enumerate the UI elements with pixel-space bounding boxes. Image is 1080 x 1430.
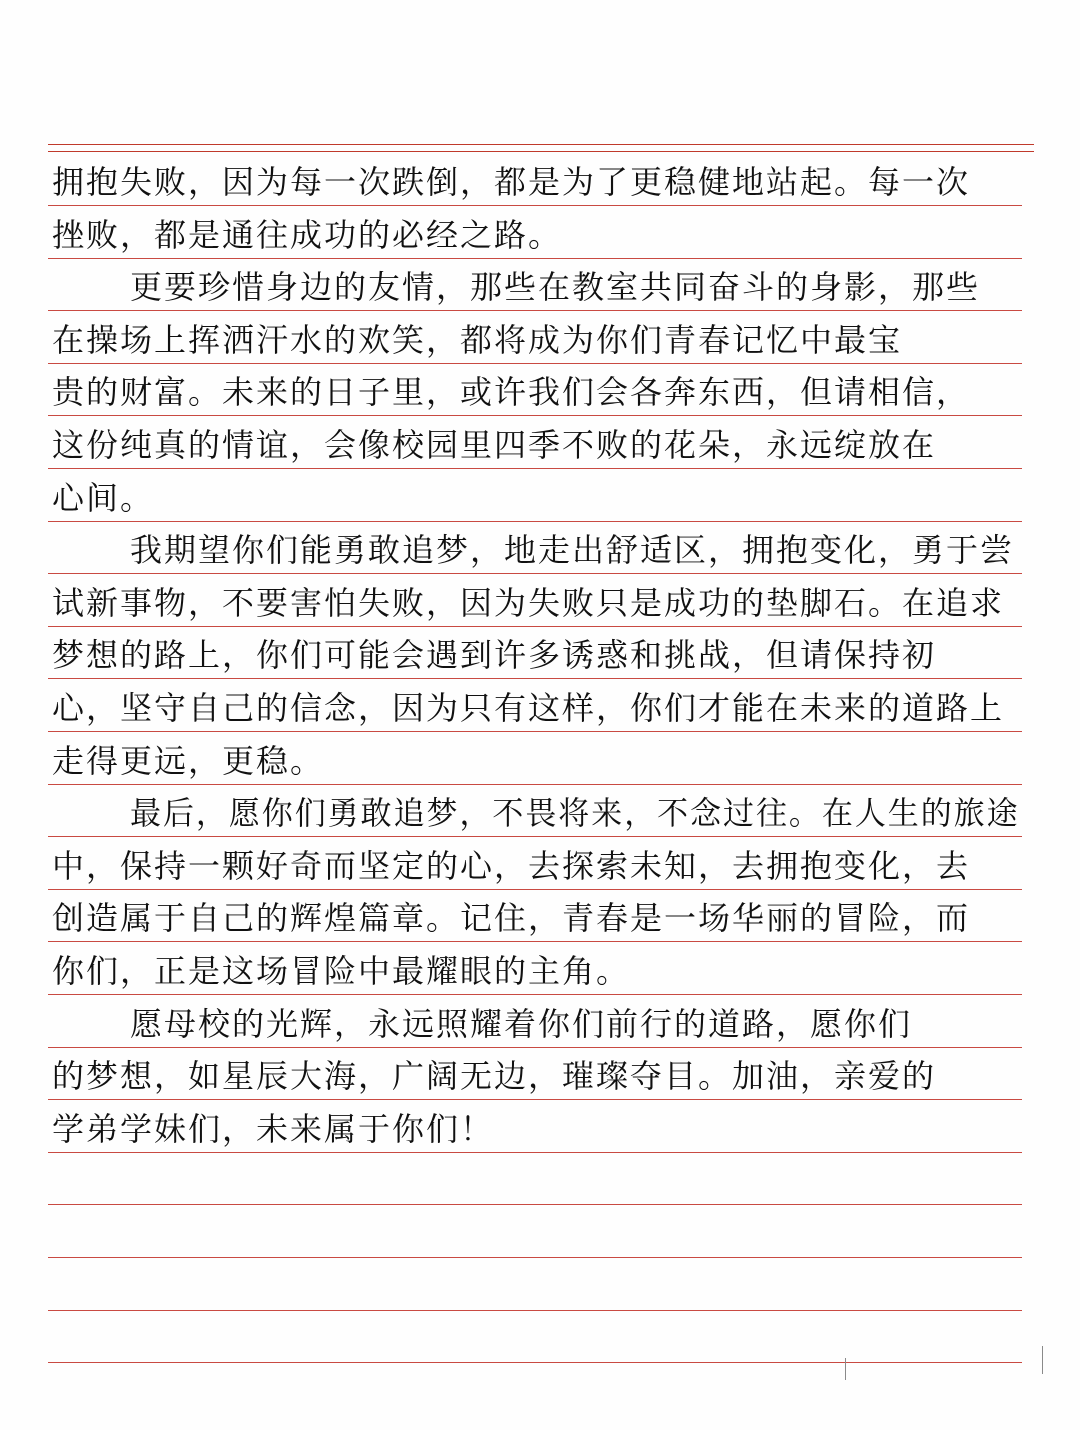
header-rule-top (48, 144, 1034, 145)
text-line-12: 走得更远，更稳。 (52, 742, 325, 780)
text-line-8: 我期望你们能勇敢追梦，地走出舒适区，拥抱变化，勇于尝 (130, 531, 1015, 569)
ruled-line (48, 784, 1022, 785)
ruled-line (48, 205, 1022, 206)
text-line-16: 你们，正是这场冒险中最耀眼的主角。 (52, 952, 631, 990)
ruled-line (48, 626, 1022, 627)
ruled-line (48, 678, 1022, 679)
ruled-line (48, 1204, 1022, 1205)
text-line-1: 拥抱失败，因为每一次跌倒，都是为了更稳健地站起。每一次 (52, 163, 971, 201)
ruled-line (48, 1152, 1022, 1153)
text-line-17: 愿母校的光辉，永远照耀着你们前行的道路，愿你们 (130, 1005, 913, 1043)
margin-tick (1042, 1346, 1043, 1374)
ruled-line (48, 1362, 1022, 1363)
margin-tick (845, 1358, 846, 1380)
text-line-7: 心间。 (52, 479, 155, 517)
ruled-line (48, 573, 1022, 574)
text-line-4: 在操场上挥洒汗水的欢笑，都将成为你们青春记忆中最宝 (52, 321, 903, 359)
ruled-line (48, 1047, 1022, 1048)
ruled-line (48, 941, 1022, 942)
text-line-11: 心，坚守自己的信念，因为只有这样，你们才能在未来的道路上 (52, 689, 1005, 727)
ruled-line (48, 1099, 1022, 1100)
text-line-14: 中，保持一颗好奇而坚定的心，去探索未知，去拥抱变化，去 (52, 847, 971, 885)
text-line-6: 这份纯真的情谊，会像校园里四季不败的花朵，永远绽放在 (52, 426, 937, 464)
text-line-10: 梦想的路上，你们可能会遇到许多诱惑和挑战，但请保持初 (52, 636, 937, 674)
text-line-18: 的梦想，如星辰大海，广阔无边，璀璨夺目。加油，亲爱的 (52, 1057, 937, 1095)
ruled-line (48, 731, 1022, 732)
ruled-line (48, 994, 1022, 995)
ruled-line (48, 836, 1022, 837)
text-line-19: 学弟学妹们，未来属于你们！ (52, 1110, 495, 1148)
text-line-15: 创造属于自己的辉煌篇章。记住，青春是一场华丽的冒险，而 (52, 899, 971, 937)
ruled-line (48, 258, 1022, 259)
ruled-line (48, 415, 1022, 416)
ruled-line (48, 468, 1022, 469)
ruled-line (48, 1310, 1022, 1311)
ruled-line (48, 310, 1022, 311)
ruled-line (48, 889, 1022, 890)
ruled-line (48, 1257, 1022, 1258)
text-line-13: 最后，愿你们勇敢追梦，不畏将来，不念过往。在人生的旅途 (130, 794, 1020, 832)
text-line-3: 更要珍惜身边的友情，那些在教室共同奋斗的身影，那些 (130, 268, 981, 306)
ruled-line (48, 521, 1022, 522)
text-line-9: 试新事物，不要害怕失败，因为失败只是成功的垫脚石。在追求 (52, 584, 1005, 622)
text-line-2: 挫败，都是通往成功的必经之路。 (52, 216, 563, 254)
text-line-5: 贵的财富。未来的日子里，或许我们会各奔东西，但请相信， (52, 373, 971, 411)
header-rule-bottom (48, 151, 1034, 152)
ruled-line (48, 363, 1022, 364)
